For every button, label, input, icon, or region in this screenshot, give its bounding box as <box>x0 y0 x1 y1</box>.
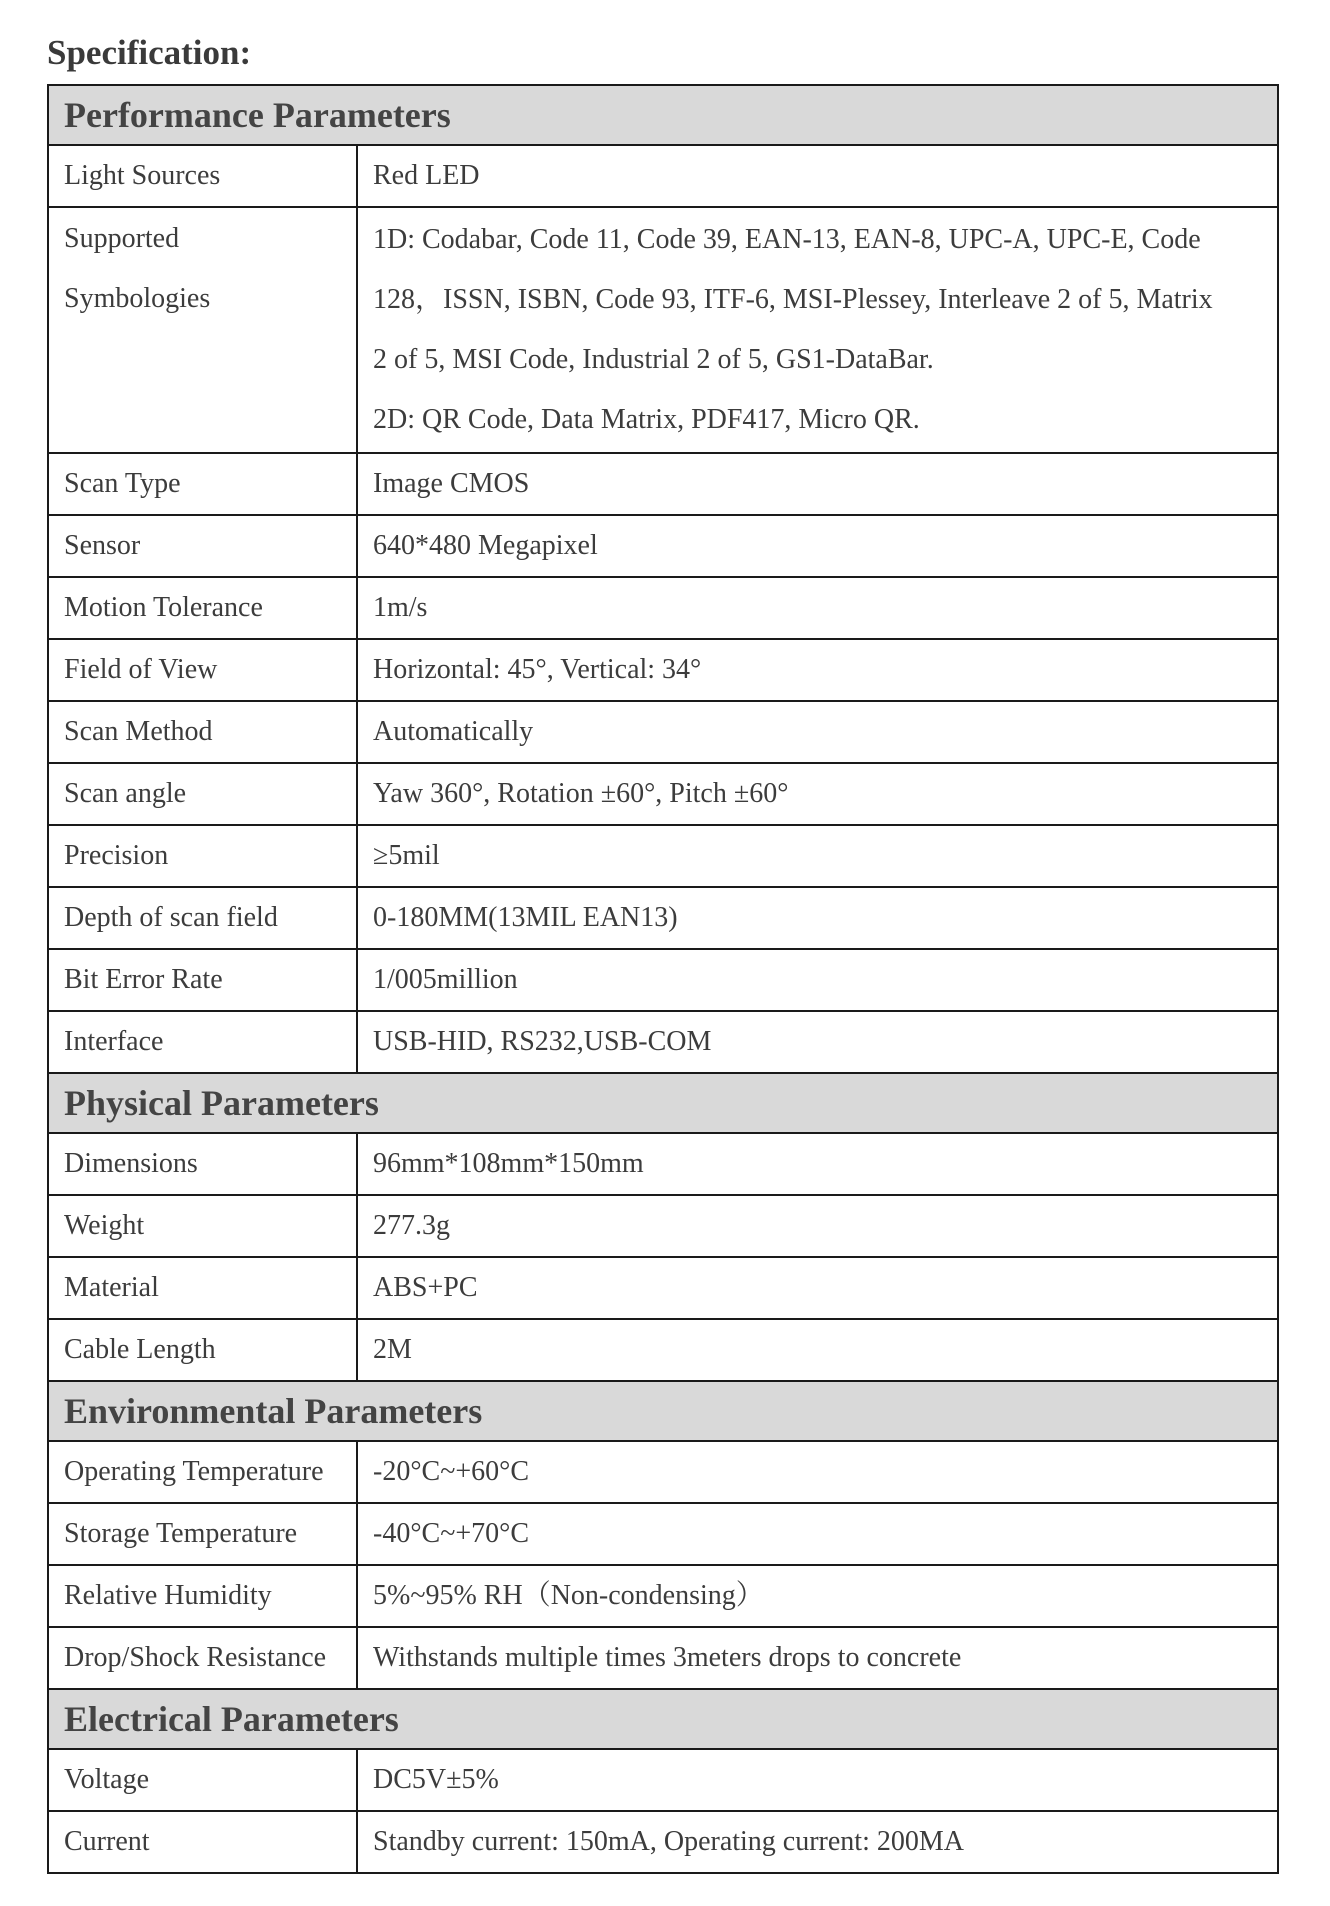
spec-row <box>48 825 1278 887</box>
spec-value: Automatically <box>357 701 1278 763</box>
spec-value-line: 2D: QR Code, Data Matrix, PDF417, Micro QR. <box>373 404 920 435</box>
spec-value: Standby current: 150mA, Operating current: 200MA <box>357 1811 1278 1873</box>
spec-label-line: Symbologies <box>64 283 211 314</box>
spec-value: 1/005million <box>357 949 1278 1011</box>
spec-row <box>48 1133 1278 1195</box>
spec-row <box>48 887 1278 949</box>
spec-value: 5%~95% RH（Non-condensing） <box>357 1565 1278 1627</box>
spec-value: ≥5mil <box>357 825 1278 887</box>
spec-value: USB-HID, RS232,USB-COM <box>357 1011 1278 1073</box>
spec-value: Horizontal: 45°, Vertical: 34° <box>357 639 1278 701</box>
spec-value-line: 1D: Codabar, Code 11, Code 39, EAN-13, EAN-8, UPC-A, UPC-E, Code <box>373 224 1201 255</box>
spec-row <box>48 1011 1278 1073</box>
spec-value: -20°C~+60°C <box>357 1441 1278 1503</box>
spec-row <box>48 1257 1278 1319</box>
spec-value: 2M <box>357 1319 1278 1381</box>
spec-value: ABS+PC <box>357 1257 1278 1319</box>
spec-row <box>48 577 1278 639</box>
spec-row <box>48 1319 1278 1381</box>
spec-row <box>48 701 1278 763</box>
spec-label: Cable Length <box>48 1319 357 1381</box>
spec-row <box>48 1811 1278 1873</box>
spec-value: DC5V±5% <box>357 1749 1278 1811</box>
section-header-row <box>48 85 1278 145</box>
spec-row <box>48 1441 1278 1503</box>
spec-value <box>357 207 1278 453</box>
spec-label-line: Supported <box>64 223 180 254</box>
spec-label: Scan Type <box>48 453 357 515</box>
spec-label: Operating Temperature <box>48 1441 357 1503</box>
spec-value: 640*480 Megapixel <box>357 515 1278 577</box>
spec-value-line: 128，ISSN, ISBN, Code 93, ITF-6, MSI-Plessey, Interleave 2 of 5, Matrix <box>373 284 1213 315</box>
section-header-row <box>48 1381 1278 1441</box>
spec-row <box>48 145 1278 207</box>
spec-value: Red LED <box>357 145 1278 207</box>
spec-row <box>48 1503 1278 1565</box>
spec-label: Depth of scan field <box>48 887 357 949</box>
spec-label: Drop/Shock Resistance <box>48 1627 357 1689</box>
spec-label: Scan Method <box>48 701 357 763</box>
spec-value: 0-180MM(13MIL EAN13) <box>357 887 1278 949</box>
section-title: Environmental Parameters <box>48 1381 1278 1441</box>
spec-label: Material <box>48 1257 357 1319</box>
spec-row <box>48 1565 1278 1627</box>
spec-row <box>48 207 1278 453</box>
spec-row <box>48 763 1278 825</box>
spec-label: Current <box>48 1811 357 1873</box>
spec-label: Bit Error Rate <box>48 949 357 1011</box>
specification-table <box>47 84 1279 1874</box>
spec-label: Voltage <box>48 1749 357 1811</box>
spec-value: 96mm*108mm*150mm <box>357 1133 1278 1195</box>
page-title: Specification: <box>47 33 252 72</box>
spec-value: -40°C~+70°C <box>357 1503 1278 1565</box>
section-title: Electrical Parameters <box>48 1689 1278 1749</box>
spec-label: Relative Humidity <box>48 1565 357 1627</box>
spec-label: Sensor <box>48 515 357 577</box>
spec-row <box>48 1195 1278 1257</box>
spec-row <box>48 639 1278 701</box>
spec-value: Image CMOS <box>357 453 1278 515</box>
spec-label: Field of View <box>48 639 357 701</box>
spec-row <box>48 1749 1278 1811</box>
spec-value: 277.3g <box>357 1195 1278 1257</box>
spec-value: Withstands multiple times 3meters drops to concrete <box>357 1627 1278 1689</box>
spec-row <box>48 453 1278 515</box>
spec-row <box>48 949 1278 1011</box>
section-header-row <box>48 1073 1278 1133</box>
spec-label <box>48 207 357 453</box>
spec-label: Storage Temperature <box>48 1503 357 1565</box>
spec-value: Yaw 360°, Rotation ±60°, Pitch ±60° <box>357 763 1278 825</box>
spec-row <box>48 515 1278 577</box>
spec-label: Scan angle <box>48 763 357 825</box>
spec-label: Motion Tolerance <box>48 577 357 639</box>
spec-label: Weight <box>48 1195 357 1257</box>
section-header-row <box>48 1689 1278 1749</box>
spec-label: Precision <box>48 825 357 887</box>
specification-page <box>47 30 1277 1874</box>
spec-value: 1m/s <box>357 577 1278 639</box>
spec-row <box>48 1627 1278 1689</box>
spec-label: Dimensions <box>48 1133 357 1195</box>
section-title: Physical Parameters <box>48 1073 1278 1133</box>
section-title: Performance Parameters <box>48 85 1278 145</box>
spec-value-line: 2 of 5, MSI Code, Industrial 2 of 5, GS1-DataBar. <box>373 344 934 375</box>
spec-label: Interface <box>48 1011 357 1073</box>
spec-label: Light Sources <box>48 145 357 207</box>
